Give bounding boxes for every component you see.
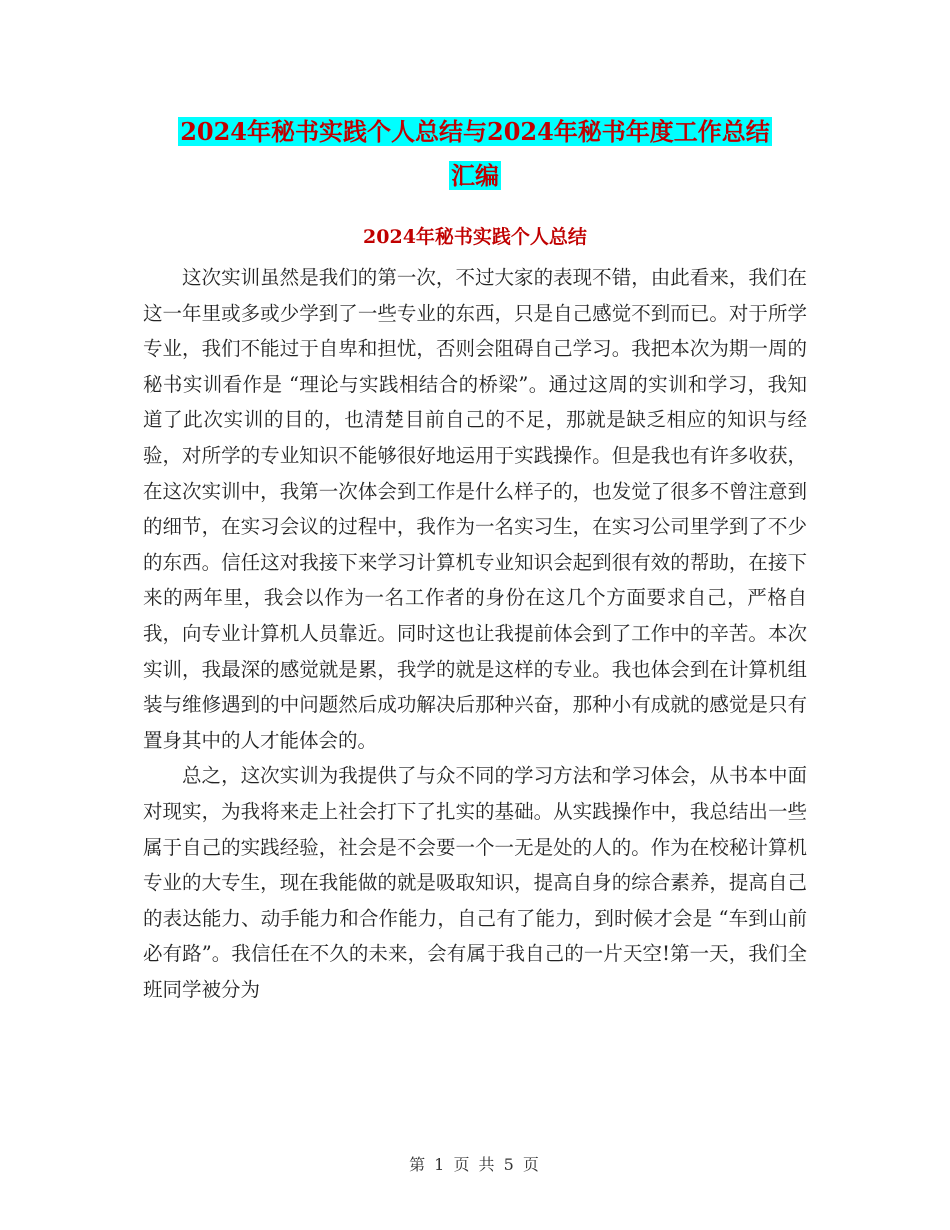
body-text [143,260,807,1007]
section-title: 2024年秘书实践个人总结 [363,226,587,248]
document-title [0,110,950,198]
document-title-line2: 汇编 [451,161,499,190]
document-title-line1: 2024年秘书实践个人总结与2024年秘书年度工作总结 [180,117,770,146]
paragraph-2: 总之，这次实训为我提供了与众不同的学习方法和学习体会，从书本中面对现实，为我将来走上社会打下了扎实的基础。从实践操作中，我总结出一些属于自己的实践经验，社会是不会要一个一无是处的人的。作为在校秘计算机专业的大专生，现在我能做的就是吸取知识，提高自身的综合素养，提高自己的表达能力、动手能力和合作能力，自己有了能力，到时候才会是 “车到山前必有路”。我信任在不久的未来，会有属于我自己的一片天空!第一天，我们全班同学被分为 [143,764,807,1001]
page-footer: 第 1 页 共 5 页 [409,1155,541,1174]
paragraph-1: 这次实训虽然是我们的第一次，不过大家的表现不错，由此看来，我们在这一年里或多或少学到了一些专业的东西，只是自己感觉不到而已。对于所学专业，我们不能过于自卑和担忧，否则会阻碍自己学习。我把本次为期一周的秘书实训看作是 “理论与实践相结合的桥梁”。通过这周的实训和学习，我知道了此次实训的目的，也清楚目前自己的不足，那就是缺乏相应的知识与经验，对所学的专业知识不能够很好地运用于实践操作。但是我也有许多收获，在这次实训中，我第一次体会到工作是什么样子的，也发觉了很多不曾注意到的细节，在实习会议的过程中，我作为一名实习生，在实习公司里学到了不少的东西。信任这对我接下来学习计算机专业知识会起到很有效的帮助，在接下来的两年里，我会以作为一名工作者的身份在这几个方面要求自己，严格自我，向专业计算机人员靠近。同时这也让我提前体会到了工作中的辛苦。本次实训，我最深的感觉就是累，我学的就是这样的专业。我也体会到在计算机组装与维修遇到的中问题然后成功解决后那种兴奋，那种小有成就的感觉是只有置身其中的人才能体会的。 [143,266,807,752]
